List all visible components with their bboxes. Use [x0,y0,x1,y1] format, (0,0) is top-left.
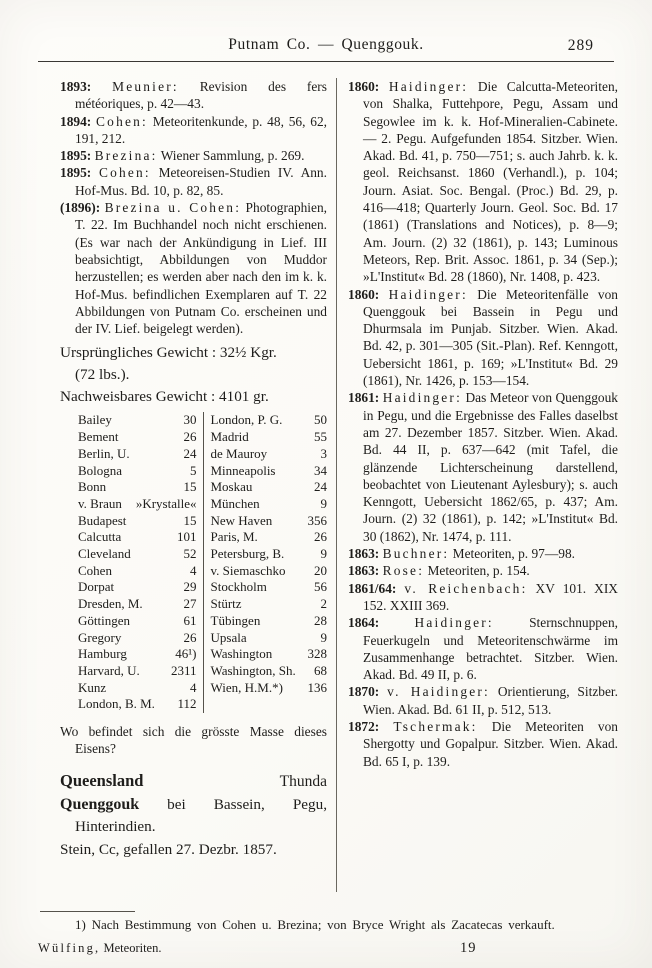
specimen-weight: 26 [183,429,197,445]
museum-name: Dresden, M. [78,596,143,612]
entry-author: Cohen: [96,113,148,129]
bibliography-entry [60,199,327,337]
work-title: Meteoriten. [103,941,162,955]
museum-name: Cleveland [78,546,131,562]
specimen-weight: 68 [314,663,327,678]
specimen-weight: 55 [314,429,327,445]
right-column [337,78,618,892]
entry-text: Die Calcutta-Meteoriten, von Shalka, Futtehpore, Pegu, Assam und Segowlee im k. k. Hof-Mineralien-Cabinete. — 2. Pegu. Aufgefunden 1854. Sitzber. Wien. Akad. Bd. 41, p. 750—751; s. auch Jahrb. k. k. geol. Reichsanst. 1860 (Verhandl.), p. 104; Journ. Asiat. Soc. Bengal. (Proc.) Bd. 29, p. 416—418; Quarterly Journ. Geol. Soc. Bd. 17 (1861) (Translations and Notices), p. 8—9; Am. Journ. (2) 32 (1861), p. 143; Luminous Meteors, Rep. Brit. Assoc. 1861, p. 34 (Sep.); »L'Institut« Bd. 28 (1860), Nr. 1408, p. 423. [363,79,618,285]
specimen-weight: 20 [314,562,327,578]
museum-name: Washington, Sh. [210,663,296,678]
museum-name: Dorpat [78,579,115,595]
entry-year: 1864: [348,615,380,631]
museum-name: v. Braun [78,495,122,511]
table-row [78,479,327,496]
verified-weight-line [60,386,327,408]
specimen-weight: 61 [183,612,197,628]
entry-text: Das Meteor von Quenggouk in Pegu, und die Ergebnisse des Falles daselbst am 27. Dezember 1857. Sitzber. Wien. Akad. Bd. 44 II, p. 637—642 (mit Tafel, die glänzende Lichterscheinung darstellend, beobachtet von Lieutenant Aylesbury); s. auch Kenngott, Uebersicht 1862/65, p. 437; Am. Journ. (2) 32 (1861), p. 142; »L'Institut« Bd. 30 (1862), Nr. 1474, p. 111. [363,390,618,544]
specimen-weight: 26 [314,529,327,545]
bibliography-entry [348,683,618,718]
table-row [78,579,327,596]
entry-year: (1896): [60,200,101,216]
museum-name: Göttingen [78,612,130,628]
entry-year: 1863: [348,546,380,562]
specimen-weight: 101 [177,529,197,545]
weight-continuation: (72 lbs.). [75,366,130,384]
specimen-weight: 28 [314,612,327,628]
bibliography-entry [348,580,618,615]
weight-label: Ursprüngliches Gewicht : [60,344,217,362]
museum-name: München [210,495,260,511]
table-row [78,529,327,546]
museum-name: Budapest [78,512,127,528]
museum-name: de Mauroy [210,445,268,461]
museum-name: Harvard, U. [78,663,140,678]
entry-author: Haidinger: [382,390,462,406]
museum-name: Hamburg [78,646,127,662]
entry-author: Brezina: [94,148,158,164]
table-row [78,446,327,463]
specimen-distribution-table [60,412,327,713]
footnote-rule [40,911,135,912]
table-row [78,696,327,713]
specimen-weight: 112 [177,696,197,712]
table-row [78,546,327,563]
bibliography-entry [348,562,618,579]
museum-name: Bement [78,429,119,445]
locality-description: bei Bassein, Pegu, Hinterindien. [75,795,327,835]
specimen-weight: 2311 [170,663,197,678]
entry-text: Die Meteoritenfälle von Quenggouk bei Bassein in Pegu und Dhurmsala im Punjab. Sitzber. Wien. Akad. Bd. 42, p. 301—305 (Sit.-Plan). Ref. Kenngott, Uebersicht 1861, p. 169; »L'Institut« Bd. 29 (1861), Nr. 1426, p. 153—154. [363,286,618,389]
entry-year: 1860: [348,286,380,302]
page-footer [0,911,652,956]
signature-line [38,941,614,956]
bibliography-entry [348,545,618,562]
entry-text: Photographien, T. 22. Im Buchhandel noch nicht erschienen. (Es war nach der Ankündigung in Lief. III beabsichtigt, Abbildungen von Muddor herzustellen; es werden aber nach den im k. k. Hof-Mus. befindlichen Exemplaren auf T. 22 Abbildungen von Putnam Co. erscheinen und der IV. Lief. beigelegt werden). [75,200,327,337]
specimen-weight: 46¹) [175,646,197,662]
entry-author: Rose: [382,563,425,579]
museum-name: Upsala [210,629,247,645]
specimen-weight: »Krystalle« [135,495,197,511]
museum-name: Petersburg, B. [210,546,285,562]
museum-name: Washington [210,646,273,662]
entry-author: Meunier: [112,79,179,94]
museum-name: London, B. M. [78,696,155,712]
locality-name: Queensland [60,770,144,790]
specimen-weight: 30 [183,412,197,428]
entry-text: Meteoriten, p. 97—98. [452,546,576,562]
entry-year: 1870: [348,684,380,700]
entry-author: Tschermak: [393,718,478,734]
table-row [78,596,327,613]
weight-label: Nachweisbares Gewicht : [60,388,216,406]
museum-name: Bologna [78,462,123,478]
table-row [78,429,327,446]
specimen-weight: 9 [320,546,327,562]
entry-author: Brezina u. Cohen: [104,200,242,216]
entry-text: Die Meteoriten von Shergotty und Gopalpur. Sitzber. Wien. Akad. Bd. 65 I, p. 139. [363,718,618,769]
table-row [78,463,327,480]
specimen-weight: 4 [190,562,197,578]
entry-author: Haidinger: [388,286,468,302]
museum-name: Bonn [78,479,107,495]
table-row [78,613,327,630]
bibliography-entry [348,718,618,770]
museum-name: Kunz [78,679,107,695]
entry-text: XV 101. XIX 152. XXIII 369. [363,580,618,613]
table-row [78,680,327,697]
specimen-weight: 15 [183,512,197,528]
entry-text: Revision des fers météoriques, p. 42—43. [75,79,327,112]
museum-name: Calcutta [78,529,122,545]
two-column-body [0,62,652,892]
bibliography-entry [348,389,618,545]
specimen-weight: 9 [320,495,327,511]
museum-name: Wien, H.M.*) [210,679,283,695]
museum-name: Moskau [210,479,253,495]
page-title: Putnam Co. — Quenggouk. [228,36,424,53]
specimen-weight: 50 [314,412,327,428]
museum-name: Madrid [210,429,249,445]
specimen-weight: 356 [307,512,327,528]
entry-year: 1863: [348,563,380,579]
locality-heading [60,771,327,791]
museum-name: Stockholm [210,579,267,595]
weight-value: 4101 gr. [219,388,269,406]
table-row [78,663,327,680]
entry-year: 1895: [60,165,92,181]
entry-text: Meteoriten, p. 154. [427,563,530,579]
table-row [78,513,327,530]
bibliography-entry [60,164,327,199]
museum-name: Berlin, U. [78,445,130,461]
entry-year: 1861/64: [348,580,397,596]
table-row [78,412,327,429]
museum-name: v. Siemaschko [210,562,286,578]
specimen-weight: 52 [183,546,197,562]
specimen-weight: 29 [183,579,197,595]
locality-name: Quenggouk [60,795,140,813]
entry-author: Haidinger: [414,615,494,631]
entry-text: Meteoritenkunde, p. 48, 56, 62, 191, 212. [75,113,327,146]
entry-text: Wiener Sammlung, p. 269. [160,148,305,164]
fall-details: Stein, Cc, gefallen 27. Dezbr. 1857. [60,840,277,858]
museum-name: Stürtz [210,596,242,612]
museum-name: London, P. G. [210,412,283,428]
entry-text: Meteoreisen-Studien IV. Ann. Hof-Mus. Bd. 10, p. 82, 85. [75,165,327,198]
table-row [78,563,327,580]
specimen-weight: 5 [190,462,197,478]
specimen-weight: 26 [183,629,197,645]
bibliography-entry [348,614,618,683]
specimen-weight: 2 [320,596,327,612]
specimen-weight: 15 [183,479,197,495]
locality-reference: Thunda [279,772,327,790]
entry-year: 1894: [60,113,92,129]
table-row [78,646,327,663]
table-row [78,496,327,513]
museum-name: Gregory [78,629,122,645]
specimen-weight: 4 [190,679,197,695]
museum-name: Tübingen [210,612,261,628]
specimen-weight: 24 [183,445,197,461]
bibliography-entry [60,113,327,148]
page-number: 289 [567,37,594,54]
question-text: Wo befindet sich die grösste Masse dieses Eisens? [60,724,327,757]
entry-text: Sternschnuppen, Feuerkugeln und Meteoritenschwärme im Zusammenhange betrachtet. Sitzber. Wien. Akad. Bd. 49 II, p. 6. [363,615,618,683]
bibliography-entry [348,78,618,286]
locality-entry [60,794,327,838]
author-signature: Wülfing, [38,941,101,955]
entry-author: Cohen: [98,165,151,181]
specimen-weight: 34 [314,462,327,478]
entry-author: v. Haidinger: [387,684,490,700]
sheet-number: 19 [460,940,477,956]
bibliography-entry [60,78,327,113]
museum-name [211,696,328,713]
entry-author: Buchner: [382,546,450,562]
specimen-weight: 9 [320,629,327,645]
specimen-weight: 27 [183,596,197,612]
museum-name: Bailey [78,412,112,428]
entry-text: Orientierung, Sitzber. Wien. Akad. Bd. 61 II, p. 512, 513. [363,684,618,717]
museum-name: New Haven [210,512,273,528]
entry-author: v. Reichenbach: [404,580,528,596]
table-row [78,630,327,647]
entry-year: 1860: [348,79,380,94]
running-header [44,36,608,54]
entry-year: 1861: [348,390,380,406]
weight-value: 32½ Kgr. [219,344,277,362]
entry-author: Haidinger: [388,79,469,94]
left-column [60,78,336,892]
entry-year: 1893: [60,79,92,94]
specimen-weight: 3 [320,445,327,461]
specimen-weight: 56 [314,579,327,595]
entry-year: 1895: [60,148,92,164]
museum-name: Minneapolis [210,462,276,478]
museum-name: Cohen [78,562,112,578]
entry-year: 1872: [348,718,380,734]
original-weight-line [60,342,327,386]
specimen-weight: 136 [307,679,327,695]
footnote-text: 1) Nach Bestimmung von Cohen u. Brezina; von Bryce Wright als Zacatecas verkauft. [75,917,555,932]
museum-name: Paris, M. [210,529,258,545]
specimen-weight: 328 [307,646,327,662]
specimen-weight: 24 [314,479,327,495]
bibliography-entry [60,147,327,164]
bibliography-entry [348,286,618,390]
